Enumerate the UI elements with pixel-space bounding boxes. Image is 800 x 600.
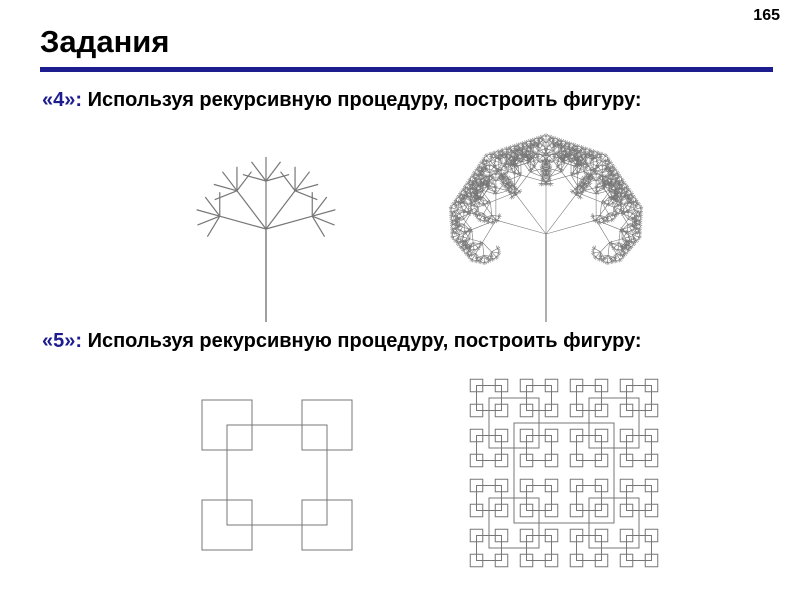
tree-branch [482,242,491,251]
tree-branch [515,193,546,234]
tree-branch [571,175,578,186]
page-title: Задания [40,24,170,59]
tree-branch [482,242,483,255]
tree-branch [632,235,633,241]
tree-branch [546,220,596,234]
tree-branch [482,220,495,242]
tree-branch [470,252,476,254]
tree-branch [458,223,464,225]
page-number: 165 [753,7,780,24]
tree-branch [491,249,497,252]
tree-branch [616,252,622,254]
square [514,423,614,523]
recursive-squares-simple-figure [202,400,352,550]
tree-branch [470,247,471,253]
task-4-text: Используя рекурсивную процедуру, построить фигуру: [82,89,642,111]
tree-branch [608,212,614,214]
tree-branch [295,191,317,200]
task-4-number: «4»: [42,89,83,111]
tree-branch [477,212,483,214]
recursive-tree-simple-figure [197,157,336,322]
tree-branch [496,246,497,249]
tree-branch [472,220,496,230]
tree-branch [266,191,295,229]
tree-branch [546,193,577,234]
task-5-text: Используя рекурсивную процедуру, построить фигуру: [82,330,642,352]
tree-branch [628,223,634,225]
recursive-squares-full-figure [470,379,658,567]
tree-branch [478,207,479,213]
tree-branch [460,235,461,241]
tree-branch [470,239,483,242]
tree-branch [266,216,312,229]
tree-branch [595,249,601,252]
task-5-number: «5»: [42,330,83,352]
tree-branch [237,191,266,229]
tree-branch [476,242,483,253]
tree-branch [220,216,266,229]
recursive-tree-full-figure [449,133,643,322]
square [227,425,327,525]
tree-branch [496,220,546,234]
tree-branch [215,191,237,200]
tree-branch [601,242,610,251]
tree-branch [613,207,614,213]
tree-branch [519,189,522,191]
